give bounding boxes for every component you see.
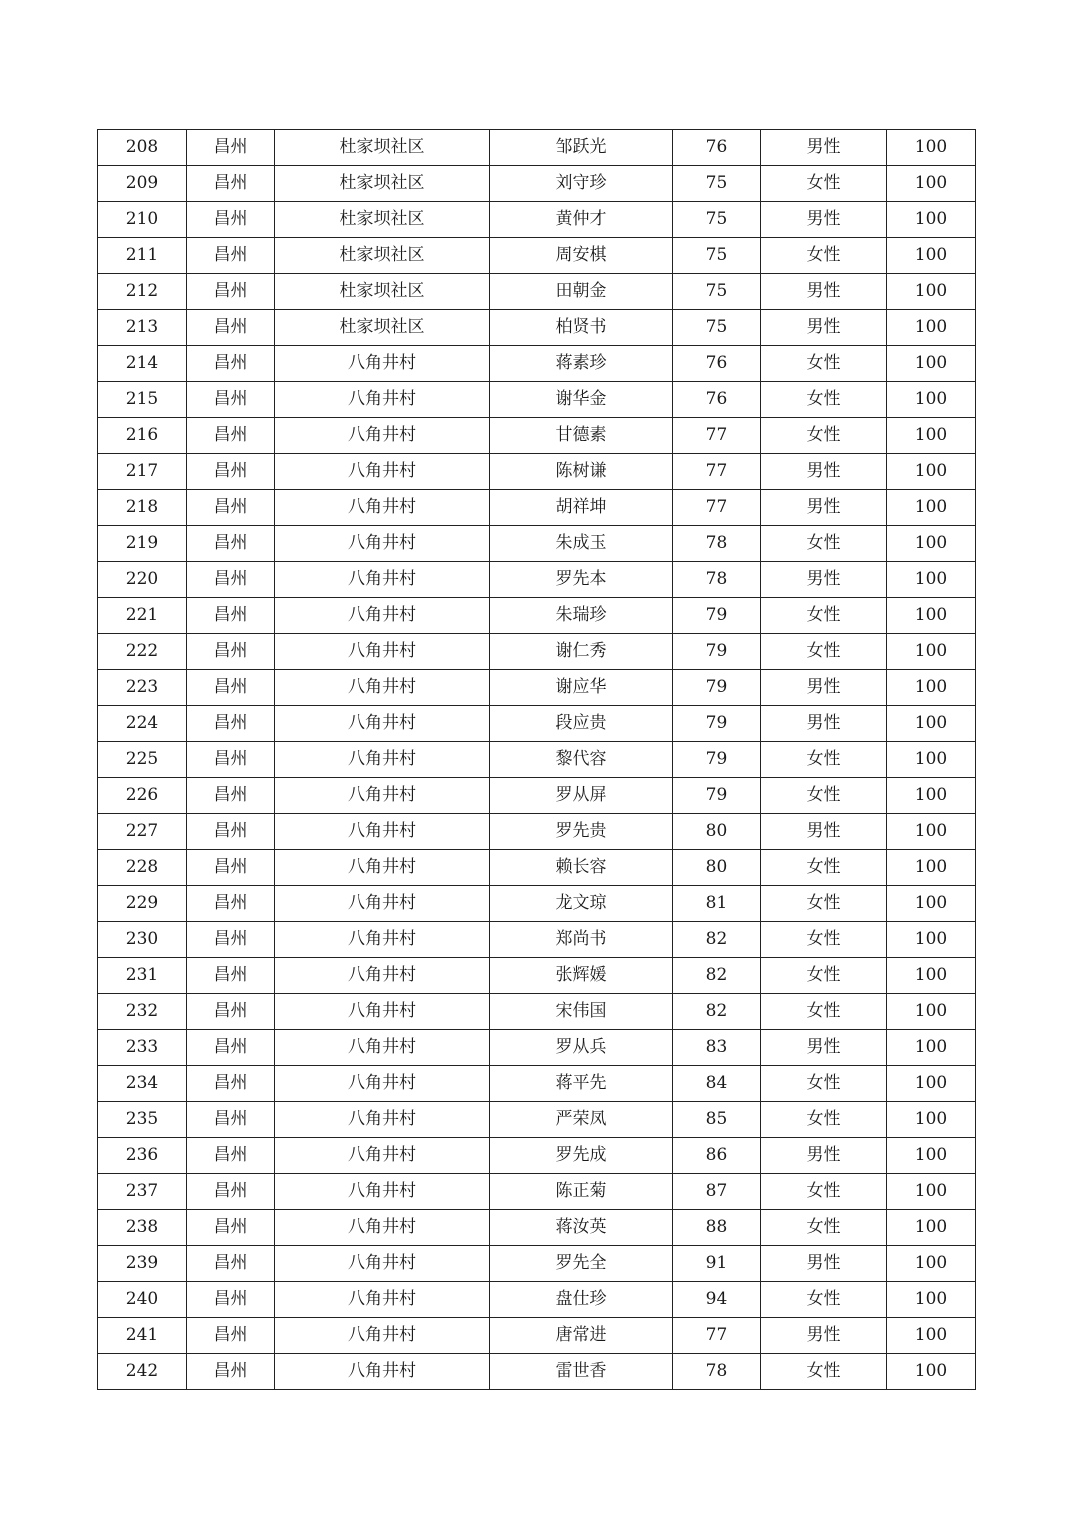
row-number-cell: 212 [98,274,187,310]
row-number-cell: 210 [98,202,187,238]
village-cell: 八角井村 [275,562,490,598]
town-cell: 昌州 [187,994,275,1030]
amount-cell: 100 [887,706,976,742]
row-number-cell: 211 [98,238,187,274]
name-cell: 陈树谦 [490,454,673,490]
gender-cell: 男性 [761,202,887,238]
village-cell: 八角井村 [275,742,490,778]
table-row [98,814,976,850]
table-row [98,886,976,922]
table-row [98,1246,976,1282]
table-row [98,310,976,346]
town-cell: 昌州 [187,562,275,598]
age-cell: 75 [673,238,761,274]
name-cell: 罗从兵 [490,1030,673,1066]
name-cell: 胡祥坤 [490,490,673,526]
age-cell: 79 [673,778,761,814]
village-cell: 八角井村 [275,382,490,418]
gender-cell: 女性 [761,742,887,778]
age-cell: 79 [673,670,761,706]
row-number-cell: 231 [98,958,187,994]
town-cell: 昌州 [187,598,275,634]
town-cell: 昌州 [187,778,275,814]
age-cell: 94 [673,1282,761,1318]
roster-table [97,129,976,1390]
town-cell: 昌州 [187,670,275,706]
gender-cell: 女性 [761,166,887,202]
amount-cell: 100 [887,814,976,850]
row-number-cell: 216 [98,418,187,454]
village-cell: 八角井村 [275,1066,490,1102]
age-cell: 76 [673,382,761,418]
town-cell: 昌州 [187,238,275,274]
age-cell: 78 [673,526,761,562]
row-number-cell: 230 [98,922,187,958]
town-cell: 昌州 [187,1030,275,1066]
gender-cell: 男性 [761,562,887,598]
age-cell: 87 [673,1174,761,1210]
amount-cell: 100 [887,526,976,562]
village-cell: 八角井村 [275,1282,490,1318]
age-cell: 76 [673,130,761,166]
town-cell: 昌州 [187,130,275,166]
table-row [98,130,976,166]
amount-cell: 100 [887,1318,976,1354]
row-number-cell: 219 [98,526,187,562]
town-cell: 昌州 [187,490,275,526]
town-cell: 昌州 [187,814,275,850]
amount-cell: 100 [887,742,976,778]
gender-cell: 女性 [761,238,887,274]
amount-cell: 100 [887,886,976,922]
village-cell: 八角井村 [275,346,490,382]
gender-cell: 男性 [761,454,887,490]
town-cell: 昌州 [187,742,275,778]
table-row [98,1354,976,1390]
town-cell: 昌州 [187,634,275,670]
amount-cell: 100 [887,274,976,310]
table-row [98,778,976,814]
table-row [98,274,976,310]
row-number-cell: 235 [98,1102,187,1138]
name-cell: 罗先全 [490,1246,673,1282]
village-cell: 杜家坝社区 [275,130,490,166]
amount-cell: 100 [887,1246,976,1282]
amount-cell: 100 [887,418,976,454]
village-cell: 八角井村 [275,994,490,1030]
name-cell: 龙文琼 [490,886,673,922]
town-cell: 昌州 [187,850,275,886]
row-number-cell: 229 [98,886,187,922]
table-row [98,1102,976,1138]
name-cell: 罗先成 [490,1138,673,1174]
gender-cell: 女性 [761,1210,887,1246]
table-row [98,670,976,706]
age-cell: 88 [673,1210,761,1246]
gender-cell: 男性 [761,490,887,526]
village-cell: 八角井村 [275,598,490,634]
row-number-cell: 242 [98,1354,187,1390]
amount-cell: 100 [887,166,976,202]
village-cell: 八角井村 [275,1354,490,1390]
name-cell: 邹跃光 [490,130,673,166]
age-cell: 75 [673,310,761,346]
name-cell: 罗从屏 [490,778,673,814]
table-row [98,1282,976,1318]
village-cell: 杜家坝社区 [275,202,490,238]
name-cell: 雷世香 [490,1354,673,1390]
name-cell: 周安棋 [490,238,673,274]
town-cell: 昌州 [187,310,275,346]
amount-cell: 100 [887,382,976,418]
name-cell: 谢华金 [490,382,673,418]
age-cell: 77 [673,454,761,490]
town-cell: 昌州 [187,1318,275,1354]
amount-cell: 100 [887,922,976,958]
row-number-cell: 232 [98,994,187,1030]
gender-cell: 男性 [761,1318,887,1354]
name-cell: 朱瑞珍 [490,598,673,634]
amount-cell: 100 [887,238,976,274]
age-cell: 77 [673,418,761,454]
gender-cell: 女性 [761,886,887,922]
village-cell: 八角井村 [275,634,490,670]
gender-cell: 男性 [761,1138,887,1174]
table-row [98,598,976,634]
amount-cell: 100 [887,958,976,994]
age-cell: 83 [673,1030,761,1066]
town-cell: 昌州 [187,382,275,418]
gender-cell: 男性 [761,814,887,850]
table-row [98,490,976,526]
town-cell: 昌州 [187,1102,275,1138]
table-row [98,1318,976,1354]
town-cell: 昌州 [187,958,275,994]
table-row [98,202,976,238]
row-number-cell: 240 [98,1282,187,1318]
row-number-cell: 239 [98,1246,187,1282]
amount-cell: 100 [887,454,976,490]
row-number-cell: 225 [98,742,187,778]
name-cell: 罗先本 [490,562,673,598]
village-cell: 杜家坝社区 [275,274,490,310]
amount-cell: 100 [887,490,976,526]
amount-cell: 100 [887,670,976,706]
name-cell: 段应贵 [490,706,673,742]
name-cell: 黎代容 [490,742,673,778]
age-cell: 75 [673,274,761,310]
age-cell: 82 [673,994,761,1030]
age-cell: 80 [673,814,761,850]
age-cell: 79 [673,598,761,634]
gender-cell: 女性 [761,346,887,382]
row-number-cell: 213 [98,310,187,346]
village-cell: 八角井村 [275,670,490,706]
table-row [98,994,976,1030]
row-number-cell: 228 [98,850,187,886]
town-cell: 昌州 [187,1210,275,1246]
town-cell: 昌州 [187,1138,275,1174]
name-cell: 陈正菊 [490,1174,673,1210]
gender-cell: 女性 [761,958,887,994]
table-row [98,634,976,670]
town-cell: 昌州 [187,454,275,490]
name-cell: 唐常进 [490,1318,673,1354]
roster-table-body [98,130,976,1390]
gender-cell: 女性 [761,850,887,886]
age-cell: 91 [673,1246,761,1282]
name-cell: 刘守珍 [490,166,673,202]
town-cell: 昌州 [187,1246,275,1282]
row-number-cell: 238 [98,1210,187,1246]
table-row [98,1174,976,1210]
name-cell: 张辉媛 [490,958,673,994]
row-number-cell: 237 [98,1174,187,1210]
age-cell: 86 [673,1138,761,1174]
village-cell: 八角井村 [275,1246,490,1282]
age-cell: 75 [673,202,761,238]
name-cell: 朱成玉 [490,526,673,562]
age-cell: 77 [673,1318,761,1354]
gender-cell: 女性 [761,1174,887,1210]
name-cell: 严荣凤 [490,1102,673,1138]
table-row [98,1066,976,1102]
amount-cell: 100 [887,1138,976,1174]
table-row [98,706,976,742]
row-number-cell: 218 [98,490,187,526]
table-row [98,562,976,598]
row-number-cell: 224 [98,706,187,742]
name-cell: 谢仁秀 [490,634,673,670]
village-cell: 八角井村 [275,1174,490,1210]
gender-cell: 女性 [761,778,887,814]
gender-cell: 女性 [761,1066,887,1102]
gender-cell: 女性 [761,418,887,454]
village-cell: 八角井村 [275,1318,490,1354]
gender-cell: 女性 [761,634,887,670]
town-cell: 昌州 [187,706,275,742]
age-cell: 79 [673,634,761,670]
table-row [98,346,976,382]
town-cell: 昌州 [187,922,275,958]
amount-cell: 100 [887,562,976,598]
gender-cell: 男性 [761,130,887,166]
name-cell: 蒋平先 [490,1066,673,1102]
village-cell: 八角井村 [275,1102,490,1138]
row-number-cell: 236 [98,1138,187,1174]
gender-cell: 男性 [761,310,887,346]
table-row [98,382,976,418]
amount-cell: 100 [887,1102,976,1138]
amount-cell: 100 [887,1354,976,1390]
gender-cell: 女性 [761,598,887,634]
town-cell: 昌州 [187,346,275,382]
gender-cell: 女性 [761,1102,887,1138]
amount-cell: 100 [887,850,976,886]
village-cell: 八角井村 [275,454,490,490]
village-cell: 杜家坝社区 [275,310,490,346]
town-cell: 昌州 [187,166,275,202]
name-cell: 田朝金 [490,274,673,310]
town-cell: 昌州 [187,202,275,238]
row-number-cell: 241 [98,1318,187,1354]
gender-cell: 男性 [761,274,887,310]
amount-cell: 100 [887,994,976,1030]
amount-cell: 100 [887,778,976,814]
age-cell: 75 [673,166,761,202]
age-cell: 77 [673,490,761,526]
age-cell: 81 [673,886,761,922]
gender-cell: 女性 [761,382,887,418]
row-number-cell: 234 [98,1066,187,1102]
amount-cell: 100 [887,1210,976,1246]
gender-cell: 女性 [761,994,887,1030]
amount-cell: 100 [887,1282,976,1318]
name-cell: 罗先贵 [490,814,673,850]
age-cell: 82 [673,922,761,958]
name-cell: 甘德素 [490,418,673,454]
village-cell: 八角井村 [275,958,490,994]
row-number-cell: 214 [98,346,187,382]
table-row [98,742,976,778]
gender-cell: 女性 [761,922,887,958]
name-cell: 盘仕珍 [490,1282,673,1318]
row-number-cell: 217 [98,454,187,490]
village-cell: 八角井村 [275,778,490,814]
age-cell: 82 [673,958,761,994]
name-cell: 蒋汝英 [490,1210,673,1246]
gender-cell: 女性 [761,526,887,562]
amount-cell: 100 [887,310,976,346]
gender-cell: 男性 [761,706,887,742]
town-cell: 昌州 [187,418,275,454]
name-cell: 郑尚书 [490,922,673,958]
age-cell: 85 [673,1102,761,1138]
town-cell: 昌州 [187,886,275,922]
village-cell: 八角井村 [275,490,490,526]
row-number-cell: 220 [98,562,187,598]
amount-cell: 100 [887,634,976,670]
row-number-cell: 215 [98,382,187,418]
table-row [98,850,976,886]
table-row [98,454,976,490]
age-cell: 80 [673,850,761,886]
amount-cell: 100 [887,202,976,238]
town-cell: 昌州 [187,1066,275,1102]
row-number-cell: 222 [98,634,187,670]
town-cell: 昌州 [187,526,275,562]
amount-cell: 100 [887,130,976,166]
row-number-cell: 208 [98,130,187,166]
table-row [98,1138,976,1174]
age-cell: 78 [673,562,761,598]
row-number-cell: 226 [98,778,187,814]
village-cell: 八角井村 [275,1138,490,1174]
amount-cell: 100 [887,598,976,634]
age-cell: 78 [673,1354,761,1390]
amount-cell: 100 [887,1174,976,1210]
row-number-cell: 227 [98,814,187,850]
village-cell: 八角井村 [275,850,490,886]
name-cell: 宋伟国 [490,994,673,1030]
town-cell: 昌州 [187,274,275,310]
gender-cell: 男性 [761,670,887,706]
table-row [98,1030,976,1066]
town-cell: 昌州 [187,1174,275,1210]
name-cell: 谢应华 [490,670,673,706]
gender-cell: 女性 [761,1354,887,1390]
table-row [98,526,976,562]
age-cell: 79 [673,706,761,742]
row-number-cell: 221 [98,598,187,634]
village-cell: 八角井村 [275,418,490,454]
village-cell: 杜家坝社区 [275,238,490,274]
village-cell: 八角井村 [275,1210,490,1246]
village-cell: 八角井村 [275,886,490,922]
town-cell: 昌州 [187,1282,275,1318]
gender-cell: 男性 [761,1246,887,1282]
village-cell: 八角井村 [275,922,490,958]
name-cell: 蒋素珍 [490,346,673,382]
row-number-cell: 233 [98,1030,187,1066]
name-cell: 柏贤书 [490,310,673,346]
amount-cell: 100 [887,1030,976,1066]
name-cell: 黄仲才 [490,202,673,238]
table-row [98,418,976,454]
town-cell: 昌州 [187,1354,275,1390]
row-number-cell: 209 [98,166,187,202]
village-cell: 八角井村 [275,706,490,742]
table-row [98,1210,976,1246]
amount-cell: 100 [887,1066,976,1102]
age-cell: 84 [673,1066,761,1102]
table-row [98,166,976,202]
village-cell: 八角井村 [275,526,490,562]
name-cell: 赖长容 [490,850,673,886]
table-row [98,922,976,958]
age-cell: 79 [673,742,761,778]
amount-cell: 100 [887,346,976,382]
village-cell: 八角井村 [275,1030,490,1066]
roster-table-container [97,129,975,1390]
village-cell: 八角井村 [275,814,490,850]
table-row [98,958,976,994]
age-cell: 76 [673,346,761,382]
table-row [98,238,976,274]
row-number-cell: 223 [98,670,187,706]
gender-cell: 男性 [761,1030,887,1066]
village-cell: 杜家坝社区 [275,166,490,202]
gender-cell: 女性 [761,1282,887,1318]
